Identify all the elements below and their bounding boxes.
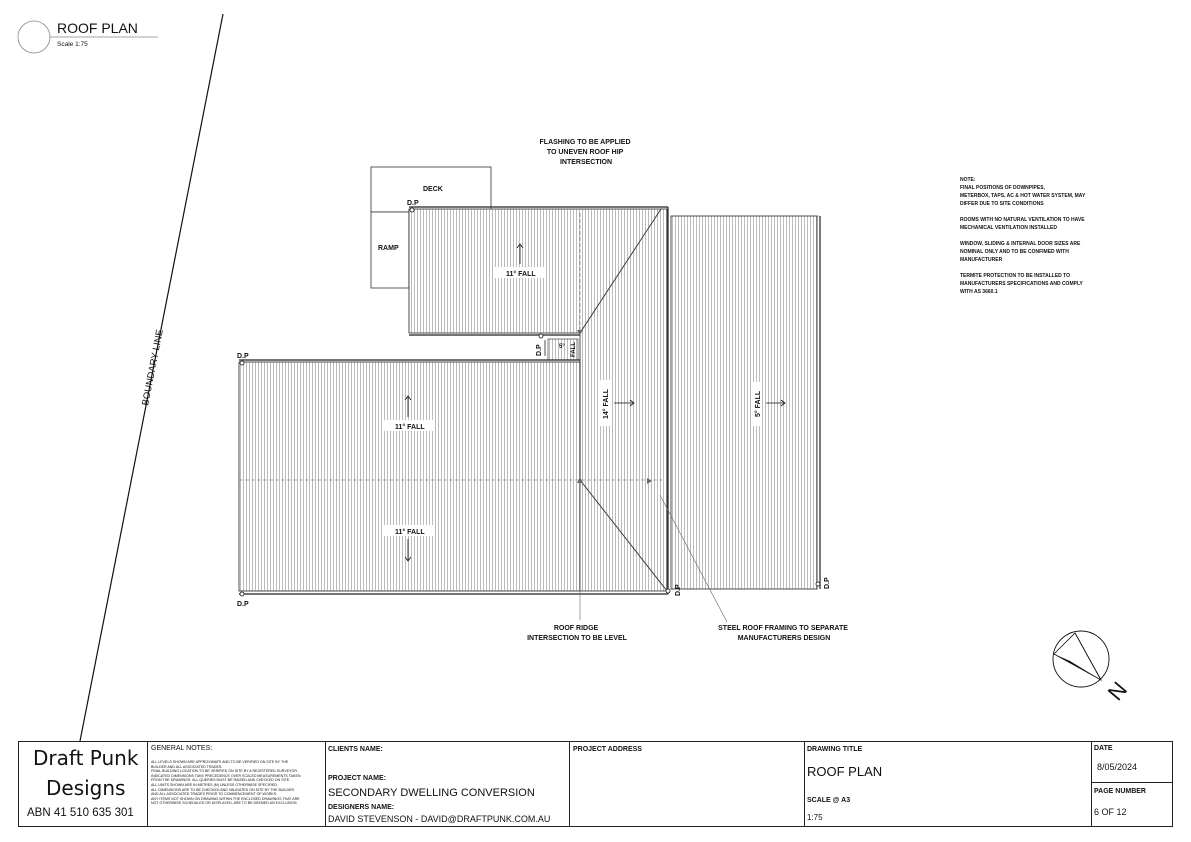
dp-label-left-top: D.P bbox=[237, 353, 249, 360]
title-bubble bbox=[18, 21, 50, 53]
designers-name: DAVID STEVENSON - DAVID@DRAFTPUNK.COM.AU bbox=[328, 814, 551, 824]
dp-label-right: D.P bbox=[824, 577, 831, 589]
annotation-flashing: FLASHING TO BE APPLIED TO UNEVEN ROOF HIP INTERSECTION bbox=[539, 139, 631, 166]
site-notes: NOTE: FINAL POSITIONS OF DOWNPIPES, METERBOX, TAPS, AC & HOT WATER SYSTEM, MAY DIFFER DUE TO SITE CONDITIONS ROOMS WITH NO NATURAL VENTILATION TO HAVE MECHANICAL VENTILATION INSTALLED WINDOW, SLIDING & INTERNAL DOOR SIZES ARE NOMINAL ONLY AND TO BE CONFIMED WITH MANUFACTURER TERMITE PROTECTION TO BE INSTALLED TO MANUFACTURERS SPECIFICATIONS AND COMPLY WITH AS 3660.1 bbox=[960, 177, 1086, 295]
brand-abn: ABN 41 510 635 301 bbox=[27, 807, 134, 819]
general-notes-line: INDICATED DIMENSIONS TAKE PRECEDENCE OVER SCALED MEASUREMENTS TAKEN bbox=[151, 773, 301, 778]
general-notes-line: FROM THE DRAWINGS. ALL QUERIES MUST BE RAISED AND CHECKED ON SITE. bbox=[151, 778, 291, 783]
fall-label-hip: 14° FALL bbox=[603, 388, 610, 419]
general-notes-line: ALL UNITS SHOWN ARE IN METRES (M) UNLESS OTHERWISE SPECIFIED. bbox=[151, 783, 278, 787]
fall-label-small-word: FALL bbox=[571, 342, 577, 357]
dp-label-left-bottom: D.P bbox=[237, 601, 249, 608]
fall-label-right: 5° FALL bbox=[755, 390, 762, 417]
dp-label-small: D.P bbox=[536, 344, 543, 356]
title-block-meta bbox=[1092, 742, 1172, 826]
designers-name-label: DESIGNERS NAME: bbox=[328, 804, 395, 811]
north-label: N bbox=[1102, 676, 1133, 706]
date-label: DATE bbox=[1094, 745, 1113, 752]
general-notes-line: NOT OTHERWISE SCHEDULED OR DISPLAYED, ARE TO BE DEEMED AN EXCLUSION. bbox=[151, 801, 298, 806]
scale-label: SCALE @ A3 bbox=[807, 797, 851, 804]
roof-right-main bbox=[671, 216, 817, 589]
title-block bbox=[18, 741, 1173, 827]
project-name-label: PROJECT NAME: bbox=[328, 775, 386, 782]
page-title: ROOF PLAN bbox=[57, 20, 138, 36]
general-notes-line: BUILDER AND ALL ASSOCIATED TRADES. bbox=[151, 764, 223, 769]
annotation-ridge: ROOF RIDGE INTERSECTION TO BE LEVEL bbox=[527, 625, 627, 642]
general-notes-line: FINAL BUILDING LOCATION TO BE VERIFIED ON SITE BY A REGISTERED SURVEYOR. bbox=[151, 769, 298, 774]
roof-lower-left bbox=[239, 362, 580, 591]
north-arrow bbox=[1053, 631, 1109, 687]
title-block-brand bbox=[19, 742, 148, 826]
drawing-title-label: DRAWING TITLE bbox=[807, 746, 863, 753]
title-block-drawing bbox=[805, 742, 1092, 826]
title-block-project bbox=[326, 742, 570, 826]
title-block-address bbox=[570, 742, 805, 826]
fall-label-left-up: 11° FALL bbox=[395, 424, 425, 431]
fall-label-left-down: 11° FALL bbox=[395, 529, 425, 536]
drawing-title: ROOF PLAN bbox=[807, 764, 883, 779]
project-name: SECONDARY DWELLING CONVERSION bbox=[328, 787, 535, 799]
dp-label-centre: D.P bbox=[675, 584, 682, 596]
boundary-line-label: BOUNDARY LINE bbox=[140, 328, 166, 407]
deck-label: DECK bbox=[423, 186, 443, 193]
title-block-general-notes bbox=[148, 742, 326, 826]
dp-label-top: D.P bbox=[407, 200, 419, 207]
general-notes-line: AND ALL ASSOCIATED TRADES PRIOR TO COMMENCEMENT OF WORKS. bbox=[151, 792, 278, 797]
general-notes-line: ANY ITEMS NOT SHOWN ON DRAWING WITHIN THE ENCLOSED DRAWINGS THAT ARE bbox=[151, 796, 300, 801]
date-value: 8/05/2024 bbox=[1097, 762, 1138, 772]
page-number-label: PAGE NUMBER bbox=[1094, 788, 1146, 795]
page-number: 6 OF 12 bbox=[1094, 807, 1127, 817]
general-notes-title: GENERAL NOTES: bbox=[151, 745, 213, 752]
annotation-steel-framing: STEEL ROOF FRAMING TO SEPARATE MANUFACTURERS DESIGN bbox=[718, 625, 848, 642]
general-notes-line: ALL LEVELS SHOWN ARE APPROXIMATE AND TO BE VERIFIED ON SITE BY THE bbox=[151, 760, 289, 764]
scale-value: 1:75 bbox=[807, 813, 823, 822]
general-notes-line: ALL DIMENSIONS ARE TO BE CHECKED AND VALIDATED ON SITE BY THE BUILDER bbox=[151, 787, 295, 792]
page-scale: Scale 1:75 bbox=[57, 41, 88, 48]
brand-name-line1: Draft Punk bbox=[33, 746, 139, 770]
project-address-label: PROJECT ADDRESS bbox=[573, 746, 642, 753]
fall-label-small-deg: 5° bbox=[559, 344, 565, 350]
brand-name-line2: Designs bbox=[46, 776, 126, 800]
clients-name-label: CLIENTS NAME: bbox=[328, 746, 383, 753]
ramp-label: RAMP bbox=[378, 245, 399, 252]
fall-label-upper: 11° FALL bbox=[506, 271, 536, 278]
